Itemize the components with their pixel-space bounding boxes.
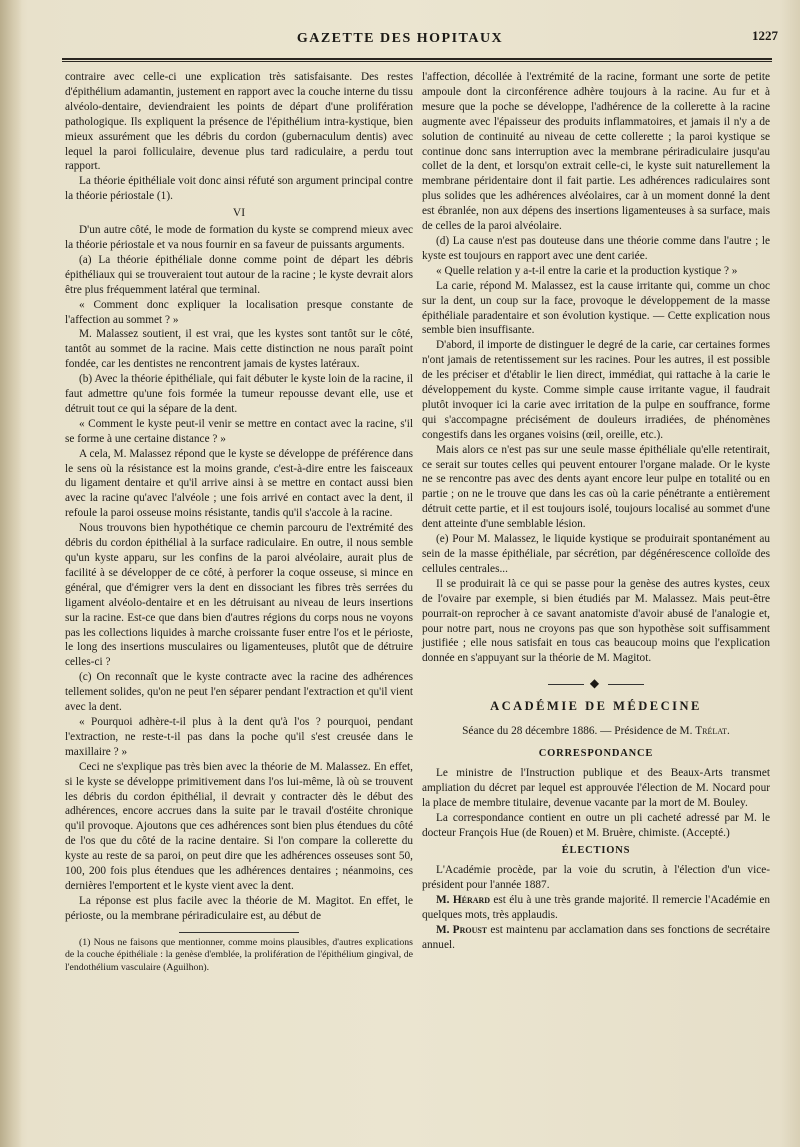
paragraph: (b) Avec la théorie épithéliale, qui fait débuter le kyste loin de la racine, il faut admettre qu'une fois formée la tumeur repousse devant elle, use et détruit tout ce qui la sépare de la dent.: [65, 373, 413, 415]
paragraph: [422, 893, 770, 923]
header-rule: [62, 58, 772, 62]
paragraph: [422, 923, 770, 953]
session-president: Trélat.: [695, 725, 730, 738]
paragraph: La carie, répond M. Malassez, est la cause irritante qui, comme un choc sur la dent, un coup sur la face, provoque le développement de la masse épithéliale paradentaire et son évolution kystique. — Cette explication nous semble bien insuffisante.: [422, 279, 770, 337]
paragraph: Il se produirait là ce qui se passe pour la genèse des autres kystes, ceux de l'ovaire par exemple, si bien étudiés par M. Malassez. Mais peut-être pourrait-on reprocher à ce savant anatomiste d'avoir abusé de l'analogie et, pour notre part, nous ne croyons pas que son hypothèse soit suffisamment justifiée ; elle nous satisfait en tous cas beaucoup moins que l'explication donnée en s'appuyant sur la théorie de M. Magitot.: [422, 577, 770, 665]
paragraph: D'un autre côté, le mode de formation du kyste se comprend mieux avec la théorie périostale et va nous fournir en sa faveur de puissants arguments.: [65, 224, 413, 251]
paragraph: Nous trouvons bien hypothétique ce chemin parcouru de l'extrémité des débris du cordon épithélial à la surface radiculaire. En outre, il nous semble qu'un kyste apparu, sur les confins de la paroi alvéolaire, aurait plus de facilité à se développer de ce côté, à perforer la coque osseuse, si mince en général, que d'émigrer vers la dent en dissociant les fibres très serrées du ligament alvéolo-dentaire et en les détruisant au niveau de leurs insertions sur la racine. Est-ce que dans bien d'autres régions du corps nous ne voyons pas les collections liquides à marche croissante fuser entre l'os et le périoste, le long des insertions musculaires ou ligamenteuses, plutôt que de détruire celles-ci ?: [65, 522, 413, 669]
footnote-rule: [179, 932, 299, 933]
journal-title: GAZETTE DES HOPITAUX: [296, 31, 504, 46]
page-number: 1227: [752, 28, 778, 43]
paragraph: L'Académie procède, par la voie du scrutin, à l'élection d'un vice-président pour l'année 1887.: [422, 864, 770, 892]
left-column: [65, 70, 413, 974]
subheading-correspondance: CORRESPONDANCE: [538, 747, 654, 759]
paragraph: M. Malassez soutient, il est vrai, que les kystes sont tantôt sur le côté, tantôt au sommet de la racine. Mais cette distinction ne nous paraît point fondée, car les dentistes ne rencontrent jamais de kystes latéraux.: [65, 328, 413, 371]
footnote: (1) Nous ne faisons que mentionner, comme moins plausibles, d'autres explications de la couche épithéliale : la genèse d'emblée, la prolifération de l'épithélium gingival, de l'endothélium vasculaire (Aguilhon).: [65, 936, 413, 973]
session-line: [422, 724, 770, 739]
paragraph: D'abord, il importe de distinguer le degré de la carie, car certaines formes n'ont jamais de retentissement sur les racines. Pour les autres, il est possible de les préciser et d'établir le lien direct, immédiat, qui rattache à la carie le développement du kyste. Comme simple cause irritante vague, il faudrait plutôt invoquer ici la carie avec irritation de la pulpe en souffrance, forme qui s'accompagne précisément de douleurs irradiées, de phénomènes congestifs dans les organes voisins (œil, oreille, etc.).: [422, 339, 770, 441]
section-heading: ACADÉMIE DE MÉDECINE: [490, 699, 702, 714]
paragraph: La réponse est plus facile avec la théorie de M. Magitot. En effet, le périoste, ou la membrane périradiculaire est, au début de: [65, 894, 413, 922]
paragraph: (e) Pour M. Malassez, le liquide kystique se produirait spontanément au sein de la masse épithéliale, par sécrétion, par dégénérescence colloïde des cellules centrales...: [422, 533, 770, 575]
paragraph: (d) La cause n'est pas douteuse dans une théorie comme dans l'autre ; le kyste est toujours en rapport avec une dent cariée.: [422, 234, 770, 262]
paragraph: contraire avec celle-ci une explication très satisfaisante. Des restes d'épithélium adamantin, justement en rapport avec la couche interne du tissu alvéolo-dentaire, deviendraient les points de départ d'une prolifération pathologique. Ils expliquent la présence de l'épithélium intra-kystique, bien mieux assurément que les débris du cordon (gubernaculum dentis) avec lequel la paroi folliculaire, devenue plus tard radiculaire, a perdu tout rapport.: [65, 71, 413, 173]
right-column: [422, 70, 770, 953]
person-name: M. Hérard: [436, 894, 491, 907]
paragraph: Mais alors ce n'est pas sur une seule masse épithéliale qu'elle retentirait, ce serait sur toutes celles qui peuvent entourer l'organe malade. Or le kyste ne se rencontre pas avec des dents ayant encore leur pulpe en totalité ou en partie ; on ne le trouve que dans les cas où la carie pénétrante a entièrement détruit cette partie, et il est toujours isolé, toujours localisé au sommet d'une dent atteinte d'une semblable lésion.: [422, 443, 770, 531]
paragraph: « Comment le kyste peut-il venir se mettre en contact avec la racine, s'il se forme à une certaine distance ? »: [65, 417, 413, 445]
paragraph: (a) La théorie épithéliale donne comme point de départ les débris épithéliaux qui se trouveraient tout autour de la racine ; le kyste devrait alors être plus fréquemment latéral que terminal.: [65, 253, 413, 296]
paragraph: l'affection, décollée à l'extrémité de la racine, formant une sorte de petite ampoule dont la circonférence adhère toujours à la racine. Au fur et à mesure que la poche se développe, l'adhérence de la collerette à la racine augmente avec l'épaisseur des produits inflammatoires, et jamais il n'y a de solution de continuité au niveau de cette collerette ; la paroi kystique se continue donc sans interruption avec la membrane périradiculaire jusqu'au collet de la dent, et lorsqu'on extrait celle-ci, le kyste suit naturellement la membrane péridentaire dont il fait partie. Les adhérences radiculaires sont plus solides que les adhérences alvéolaires, car à un moment donné la dent est ébranlée, non aux dépens des insertions ligamenteuses à sa surface, mais de celles de la paroi alvéolaire.: [422, 71, 770, 233]
page-header: [30, 28, 778, 56]
paragraph: (c) On reconnaît que le kyste contracte avec la racine des adhérences tellement solides, qu'on ne peut l'en séparer pendant l'extraction et qu'il vient avec la dent.: [65, 671, 413, 714]
paragraph: Le ministre de l'Instruction publique et des Beaux-Arts transmet ampliation du décret par lequel est approuvée l'élection de M. Nocard pour la place de membre titulaire, devenue vacante par la mort de M. Bouley.: [422, 766, 770, 809]
person-name: M. Proust: [436, 923, 488, 936]
paragraph: Ceci ne s'explique pas très bien avec la théorie de M. Malassez. En effet, si le kyste se développe primitivement dans l'os lui-même, là où se trouvent les débris du cordon épithélial, il devrait y contracter dès le début des adhérences, encore accrues dans la suite par le travail d'ostéite chronique qu'il provoque. Ajoutons que ces adhérences sont bien plus étendues du côté de l'os que du côté de la racine dentaire. Si l'on compare la collerette du kyste au reste de sa paroi, on peut dire que les adhérences osseuses sont 50, 100, 200 fois plus étendues que les adhérences dentaires ; néanmoins, ces dernières l'emportent et le kyste vient avec la dent.: [65, 760, 413, 892]
paragraph: La théorie épithéliale voit donc ainsi réfuté son argument principal contre la théorie périostale (1).: [65, 175, 413, 203]
session-date: Séance du 28 décembre 1886. — Présidence de M.: [462, 725, 696, 738]
subheading-elections: ÉLECTIONS: [561, 845, 631, 857]
paragraph: La correspondance contient en outre un pli cacheté adressé par M. le docteur François Hue (de Rouen) et M. Bruère, chimiste. (Accepté.): [422, 811, 770, 839]
paragraph: A cela, M. Malassez répond que le kyste se développe de préférence dans le sens où la résistance est la moins grande, c'est-à-dire entre les faisceaux du ligament dentaire et qu'il arrive ainsi à se mettre en contact aussi bien avec la racine qu'avec l'alvéole ; une fois arrivé en contact avec la dent, il refoule la paroi osseuse moins résistante, tandis qu'il s'accole à la racine.: [65, 447, 413, 520]
paragraph: « Pourquoi adhère-t-il plus à la dent qu'à l'os ? pourquoi, pendant l'extraction, ne reste-t-il pas dans la poche qu'il s'est creusée dans le maxillaire ? »: [65, 715, 413, 758]
section-number: VI: [232, 207, 246, 220]
paragraph: « Quelle relation y a-t-il entre la carie et la production kystique ? »: [436, 264, 738, 277]
binding-spine: [0, 0, 22, 1147]
paragraph-text: est maintenu par acclamation dans ses fonctions de secrétaire annuel.: [422, 923, 770, 951]
section-ornament: ◆: [422, 676, 770, 691]
paragraph: « Comment donc expliquer la localisation presque constante de l'affection au sommet ? »: [65, 298, 413, 326]
paragraph-text: est élu à une très grande majorité. Il remercie l'Académie en quelques mots, très applaudis.: [422, 894, 770, 922]
